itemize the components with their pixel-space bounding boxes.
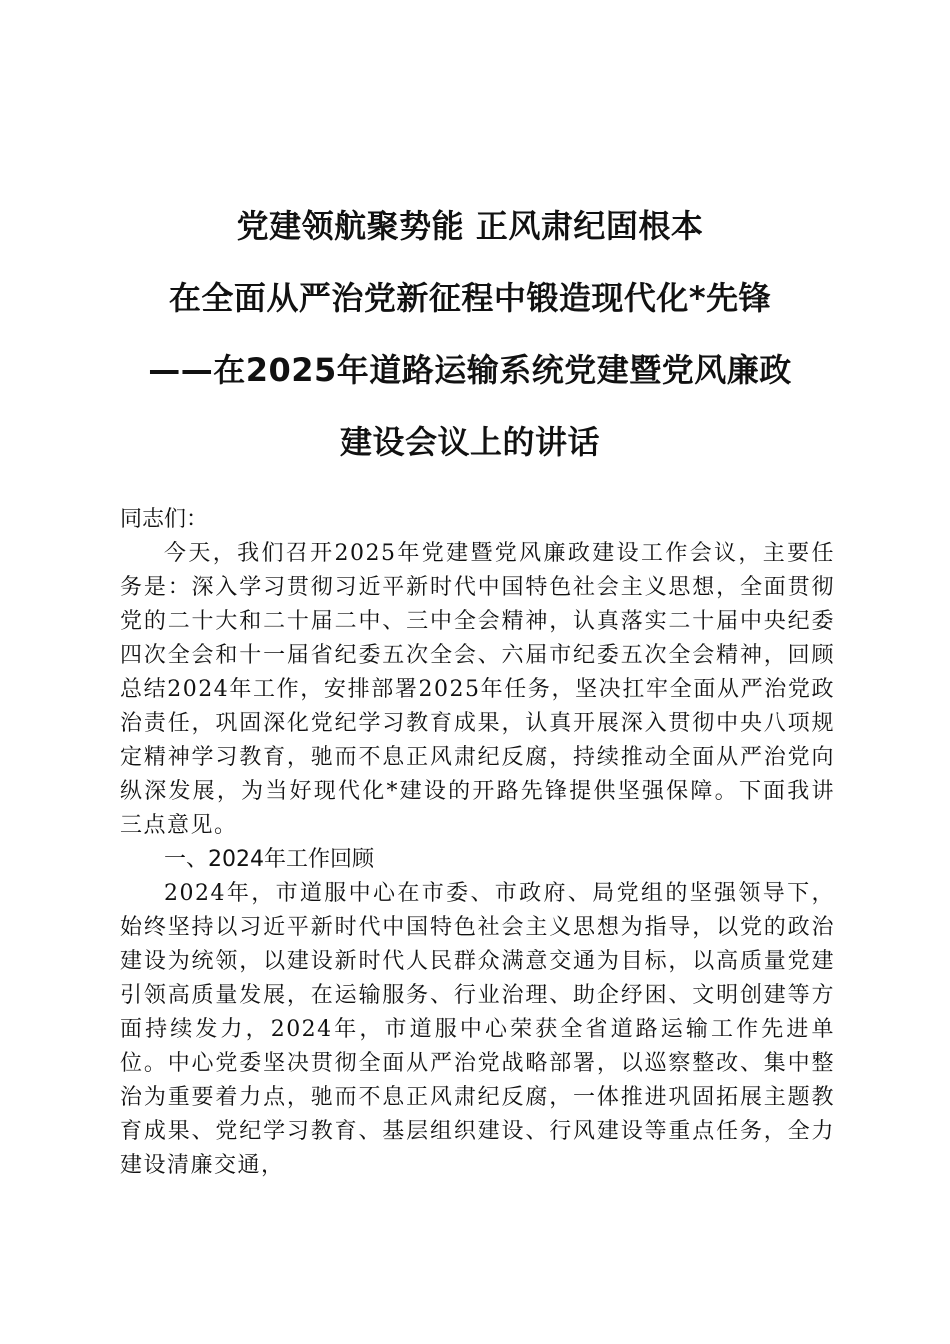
title-line-4: 建设会议上的讲话 bbox=[339, 423, 600, 461]
paragraph-review: 2024年，市道服中心在市委、市政府、局党组的坚强领导下，始终坚持以习近平新时代中国特色社会主义思想为指导，以党的政治建设为统领，以建设新时代人民群众满意交通为目标，以高质量党建引领高质量发展，在运输服务、行业治理、助企纾困、文明创建等方面持续发力，2024年，市道服中心荣获全省道路运输工作先进单位。中心党委坚决贯彻全面从严治党战略部署，以巡察整改、集中整治为重要着力点，驰而不息正风肃纪反腐，一体推进巩固拓展主题教育成果、党纪学习教育、基层组织建设、行风建设等重点任务，全力建设清廉交通， bbox=[120, 881, 835, 1178]
document-title bbox=[100, 190, 840, 478]
title-line-1: 党建领航聚势能 正风肃纪固根本 bbox=[236, 207, 704, 245]
title-line-2: 在全面从严治党新征程中锻造现代化*先锋 bbox=[168, 279, 772, 317]
salutation: 同志们： bbox=[120, 507, 209, 532]
paragraph-opening: 今天，我们召开2025年党建暨党风廉政建设工作会议，主要任务是：深入学习贯彻习近平新时代中国特色社会主义思想，全面贯彻党的二十大和二十届二中、三中全会精神，认真落实二十届中央纪委四次全会和十一届省纪委五次全会、六届市纪委五次全会精神，回顾总结2024年工作，安排部署2025年任务，坚决扛牢全面从严治党政治责任，巩固深化党纪学习教育成果，认真开展深入贯彻中央八项规定精神学习教育，驰而不息正风肃纪反腐，持续推动全面从严治党向纵深发展，为当好现代化*建设的开路先锋提供坚强保障。下面我讲三点意见。 bbox=[120, 541, 835, 838]
document-body bbox=[120, 503, 835, 1183]
title-line-3: ——在2025年道路运输系统党建暨党风廉政 bbox=[148, 351, 792, 389]
section-heading: 一、2024年工作回顾 bbox=[164, 847, 374, 872]
